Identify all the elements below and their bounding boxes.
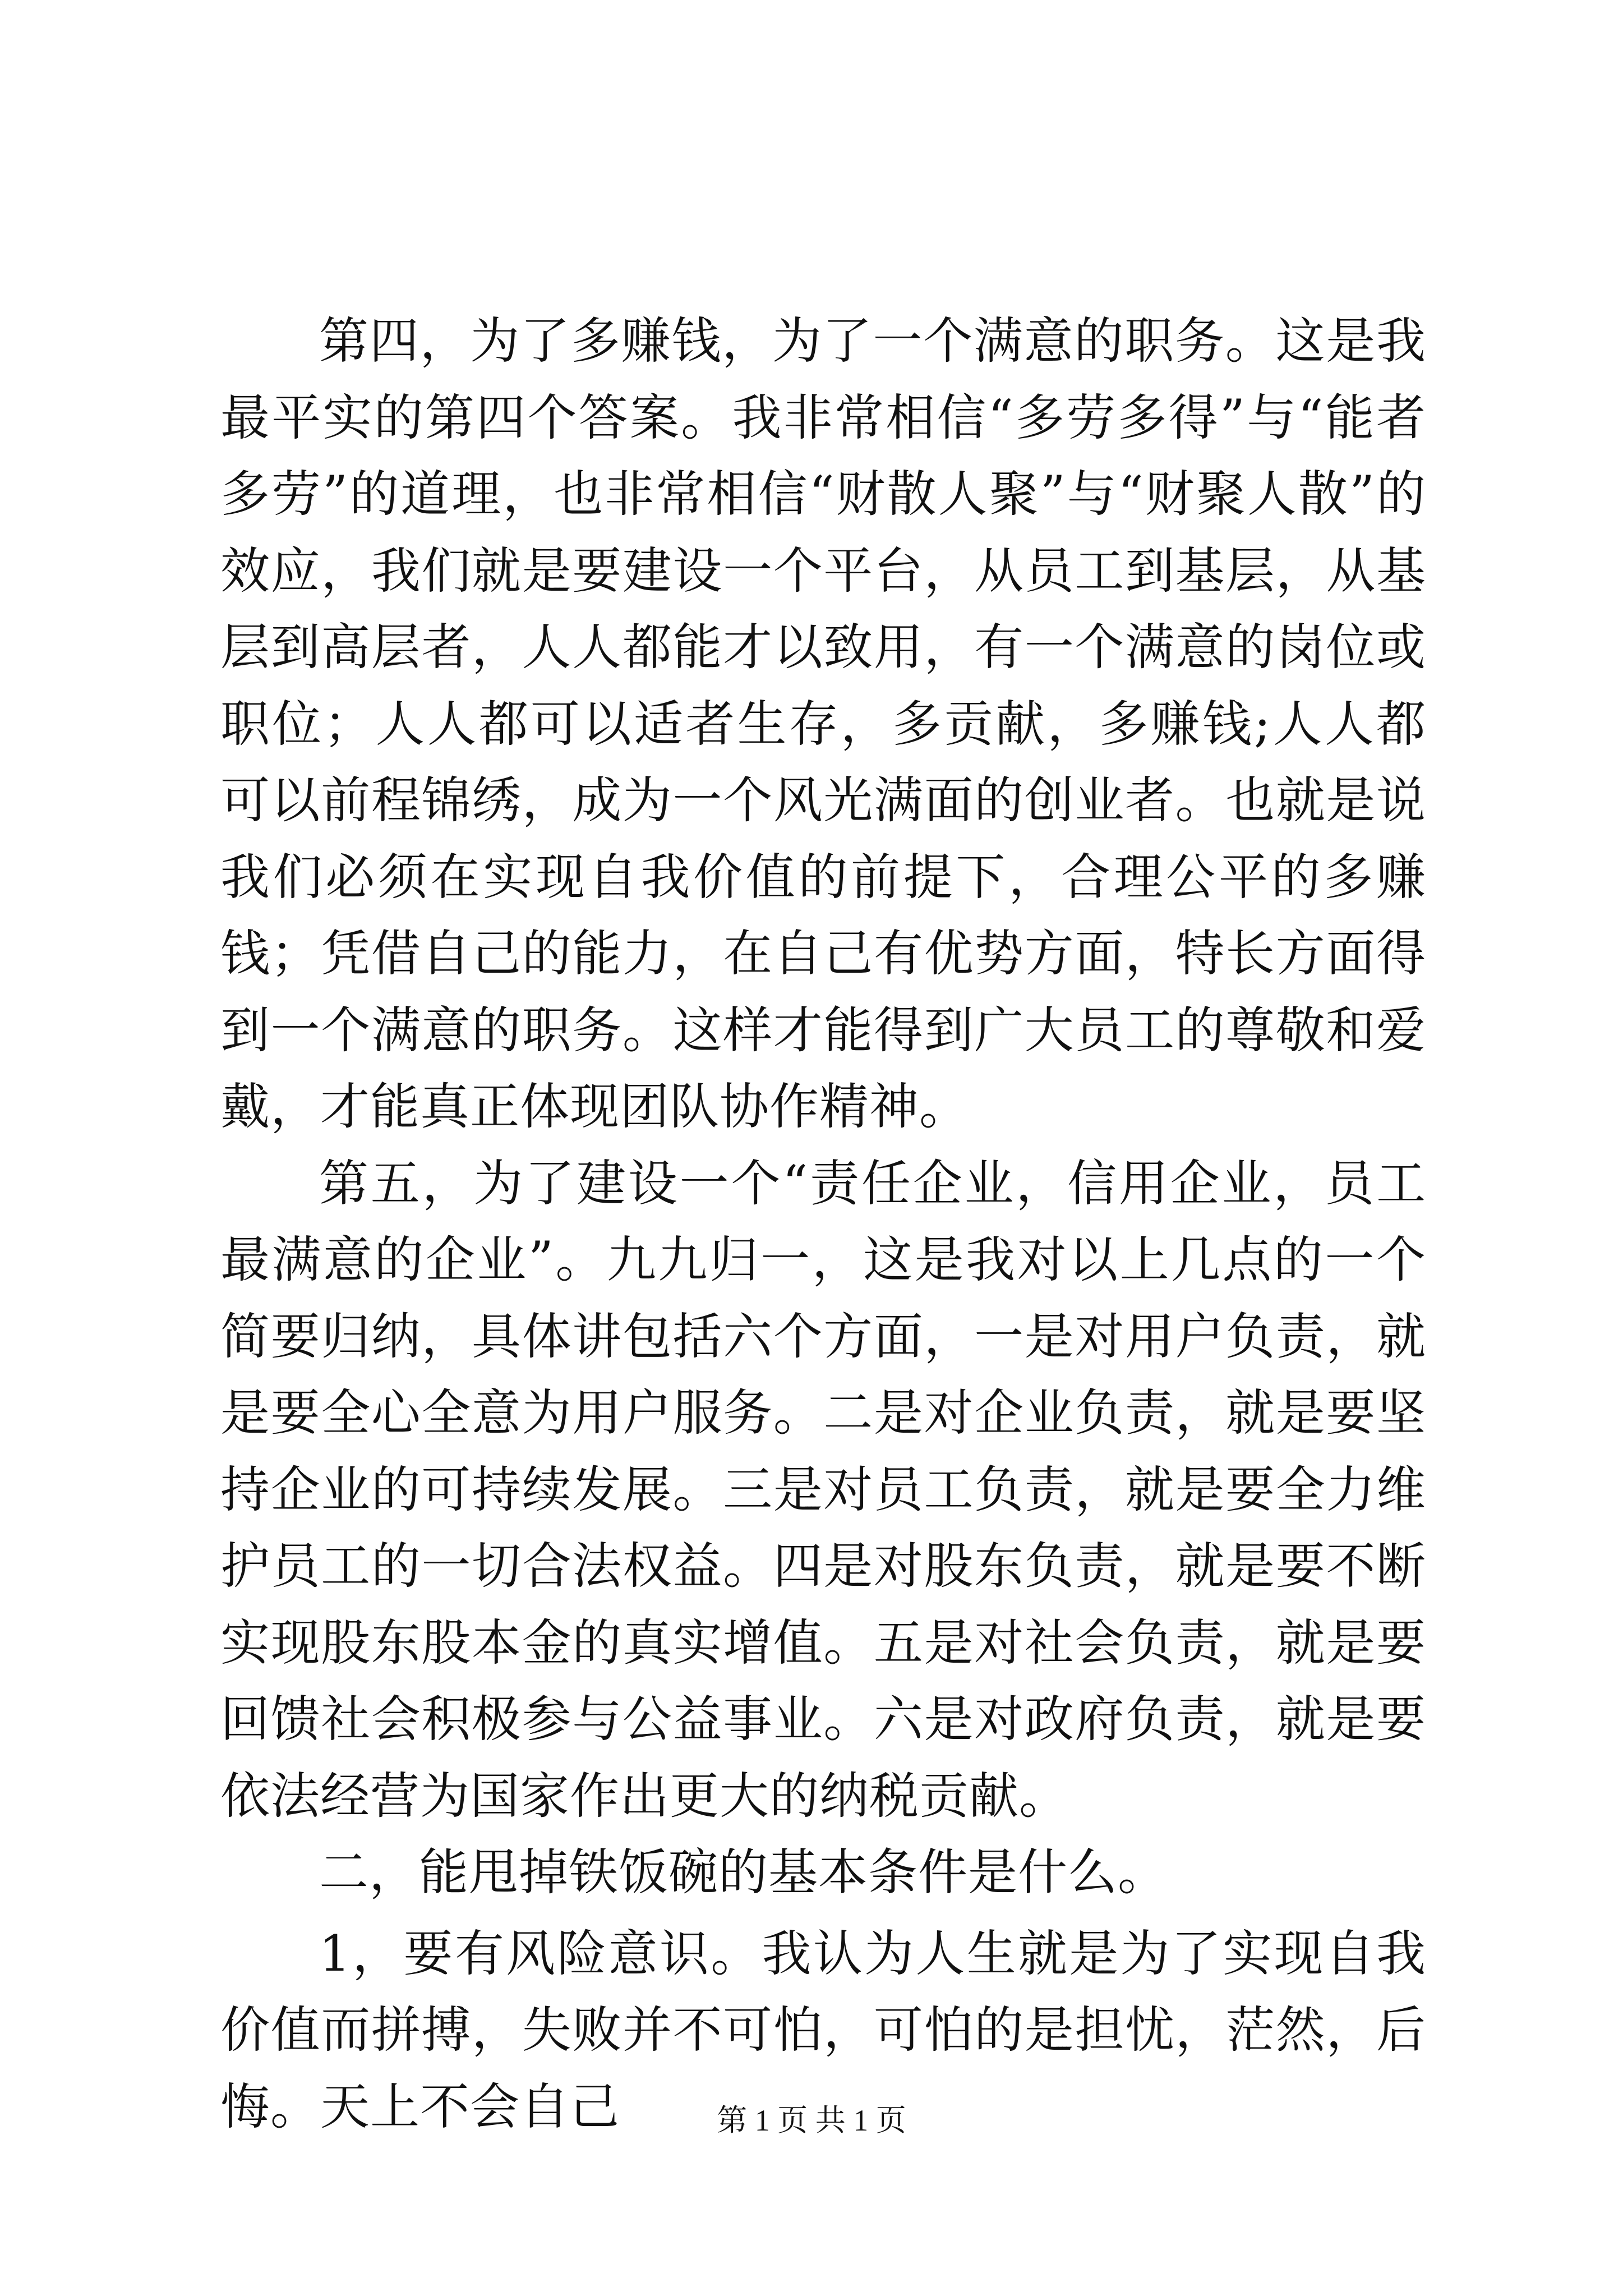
document-body: [220, 303, 1426, 2145]
paragraph-risk-awareness: 1，要有风险意识。我认为人生就是为了实现自我价值而拼搏，失败并不可怕，可怕的是担忧，茫然，后悔。天上不会自己: [220, 1924, 1426, 2136]
paragraph-fifth-answer: 第五，为了建设一个“责任企业，信用企业，员工最满意的企业”。九九归一，这是我对以上几点的一个简要归纳，具体讲包括六个方面，一是对用户负责，就是要全心全意为用户服务。二是对企业负责，就是要坚持企业的可持续发展。三是对员工负责，就是要全力维护员工的一切合法权益。四是对股东负责，就是要不断实现股东股本金的真实增值。五是对社会负责，就是要回馈社会积极参与公益事业。六是对政府负责，就是要依法经营为国家作出更大的纳税贡献。: [220, 1154, 1426, 1825]
page-footer: 第 1 页 共 1 页: [717, 2104, 906, 2137]
paragraph-fourth-answer: 第四，为了多赚钱，为了一个满意的职务。这是我最平实的第四个答案。我非常相信“多劳多得”与“能者多劳”的道理，也非常相信“财散人聚”与“财聚人散”的效应，我们就是要建设一个平台，从员工到基层，从基层到高层者，人人都能才以致用，有一个满意的岗位或职位；人人都可以适者生存，多贡献，多赚钱;人人都可以前程锦绣，成为一个风光满面的创业者。也就是说我们必须在实现自我价值的前提下，合理公平的多赚钱；凭借自己的能力，在自己有优势方面，特长方面得到一个满意的职务。这样才能得到广大员工的尊敬和爱戴，才能真正体现团队协作精神。: [220, 312, 1426, 1135]
section-heading-two: 二，能甩掉铁饭碗的基本条件是什么。: [319, 1843, 1168, 1901]
